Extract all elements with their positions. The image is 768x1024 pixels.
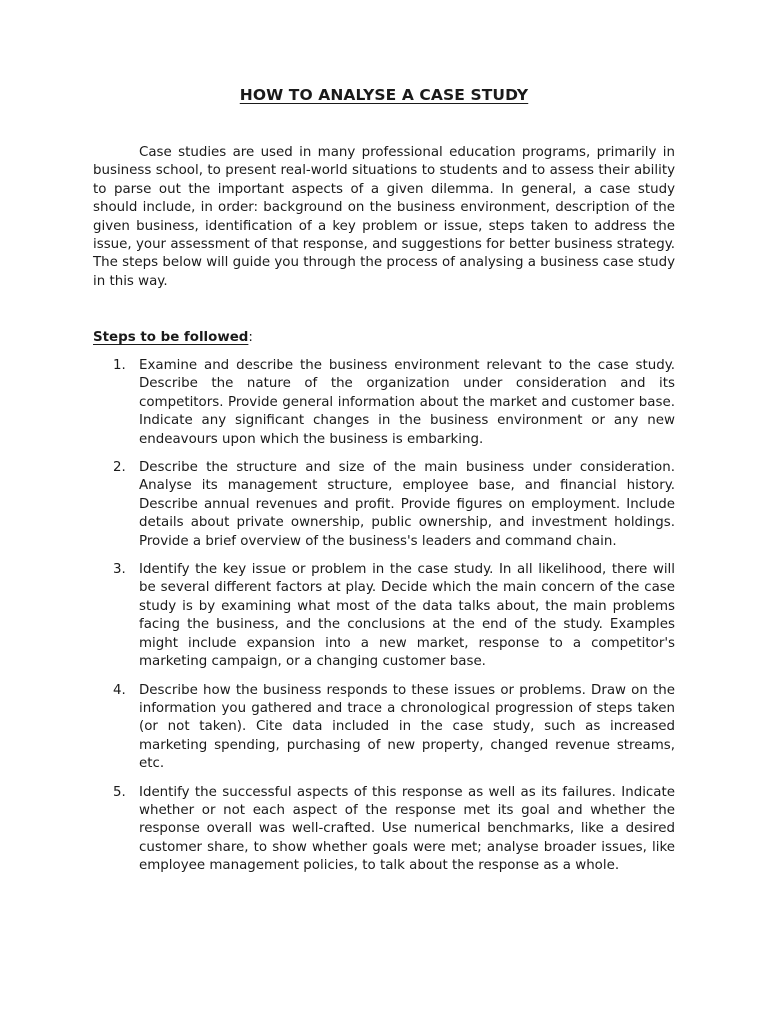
- list-item: [93, 682, 675, 774]
- step-text: Identify the key issue or problem in the case study. In all likelihood, there will be several different factors at play. Decide which the main concern of the case study is by examining what most of the data talks about, the main problems facing the business, and the conclusions at the end of the study. Examples might include expansion into a new market, response to a competitor's marketing campaign, or a changing customer base.: [139, 562, 675, 670]
- step-text: Examine and describe the business environment relevant to the case study. Describe the nature of the organization under consideration and its competitors. Provide general information about the market and customer base. Indicate any significant changes in the business environment or any new endeavours upon which the business is embarking.: [139, 358, 675, 447]
- step-text: Identify the successful aspects of this response as well as its failures. Indicate whether or not each aspect of the response met its goal and whether the response overall was well-crafted. Use numerical benchmarks, like a desired customer share, to show whether goals were met; analyse broader issues, like employee management policies, to talk about the response as a whole.: [139, 784, 675, 874]
- step-number: 1.: [113, 358, 126, 373]
- steps-heading-label: Steps to be followed: [93, 330, 249, 345]
- list-item: [93, 357, 675, 449]
- step-text: Describe how the business responds to these issues or problems. Draw on the information you gathered and trace a chronological progression of steps taken (or not taken). Cite data included in the case study, such as increased marketing spending, purchasing of new property, changed revenue streams, etc.: [139, 682, 675, 772]
- step-text: Describe the structure and size of the main business under consideration. Analyse its management structure, employee base, and financial history. Describe annual revenues and profit. Provide figures on employment. Include details about private ownership, public ownership, and investment holdings. Provide a brief overview of the business's leaders and command chain.: [139, 460, 675, 549]
- step-number: 5.: [113, 784, 126, 800]
- step-number: 3.: [113, 562, 126, 578]
- list-item: [93, 784, 675, 876]
- steps-list: [93, 357, 675, 886]
- intro-paragraph: Case studies are used in many professional education programs, primarily in business school, to present real-world situations to students and to assess their ability to parse out the important aspects of a given dilemma. In general, a case study should include, in order: background on the business environment, description of the given business, identification of a key problem or issue, steps taken to address the issue, your assessment of that response, and suggestions for better business strategy. The steps below will guide you through the process of analysing a business case study in this way.: [93, 145, 675, 289]
- step-number: 4.: [113, 682, 126, 698]
- steps-heading: [93, 329, 253, 347]
- steps-heading-colon: :: [248, 330, 253, 345]
- document-title: HOW TO ANALYSE A CASE STUDY: [239, 86, 529, 104]
- list-item: [93, 459, 675, 551]
- list-item: [93, 561, 675, 671]
- step-number: 2.: [113, 460, 126, 476]
